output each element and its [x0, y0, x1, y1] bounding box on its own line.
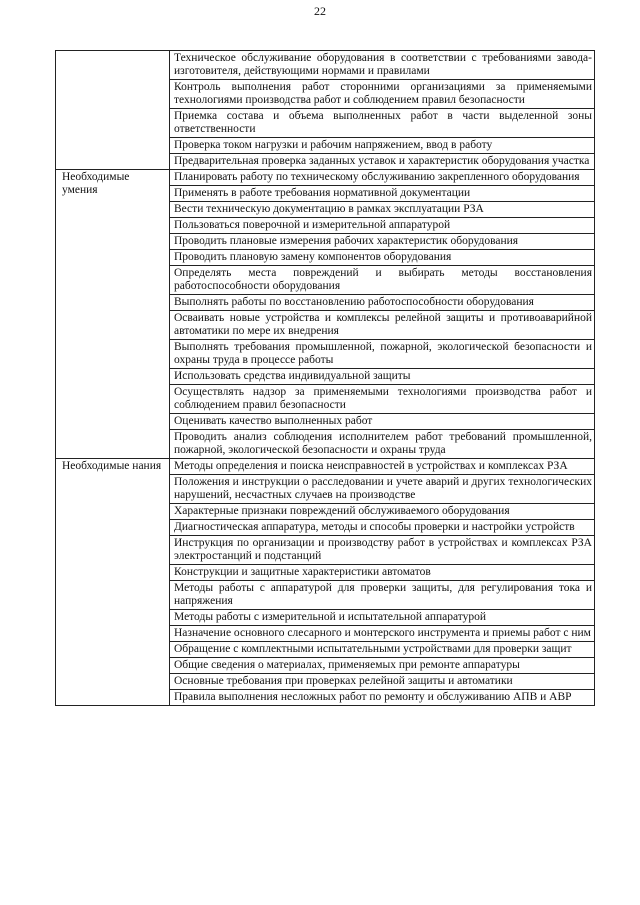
requirement-item: Приемка состава и объема выполненных работ в части выделенной зоны ответственности: [170, 109, 595, 138]
requirement-item: Основные требования при проверках релейной защиты и автоматики: [170, 674, 595, 690]
requirement-item: Осваивать новые устройства и комплексы релейной защиты и противоаварийной автоматики по мере их внедрения: [170, 311, 595, 340]
requirement-item: Инструкция по организации и производству работ в устройствах и комплексах РЗА электростанций и подстанций: [170, 536, 595, 565]
requirement-item: Характерные признаки повреждений обслуживаемого оборудования: [170, 504, 595, 520]
requirement-item: Техническое обслуживание оборудования в соответствии с требованиями завода-изготовителя, действующими нормами и правилами: [170, 51, 595, 80]
requirement-item: Правила выполнения несложных работ по ремонту и обслуживанию АПВ и АВР: [170, 690, 595, 706]
requirement-item: Назначение основного слесарного и монтерского инструмента и приемы работ с ним: [170, 626, 595, 642]
section-label: Необходимые умения: [56, 170, 170, 459]
requirement-item: Методы работы с аппаратурой для проверки защиты, для регулирования тока и напряжения: [170, 581, 595, 610]
requirement-item: Проводить плановые измерения рабочих характеристик оборудования: [170, 234, 595, 250]
requirement-item: Выполнять требования промышленной, пожарной, экологической безопасности и охраны труда в процессе работы: [170, 340, 595, 369]
requirement-item: Проводить анализ соблюдения исполнителем работ требований промышленной, пожарной, экологической безопасности и охраны труда: [170, 430, 595, 459]
requirement-item: Применять в работе требования нормативной документации: [170, 186, 595, 202]
requirement-item: Оценивать качество выполненных работ: [170, 414, 595, 430]
requirement-item: Проверка током нагрузки и рабочим напряжением, ввод в работу: [170, 138, 595, 154]
table-row: [56, 459, 595, 475]
requirement-item: Методы определения и поиска неисправностей в устройствах и комплексах РЗА: [170, 459, 595, 475]
requirement-item: Общие сведения о материалах, применяемых при ремонте аппаратуры: [170, 658, 595, 674]
requirement-item: Пользоваться поверочной и измерительной аппаратурой: [170, 218, 595, 234]
requirements-table: [55, 50, 595, 706]
section-label: Необходимые нания: [56, 459, 170, 706]
table-row: [56, 170, 595, 186]
requirement-item: Выполнять работы по восстановлению работоспособности оборудования: [170, 295, 595, 311]
requirement-item: Положения и инструкции о расследовании и учете аварий и других технологических нарушений, несчастных случаев на производстве: [170, 475, 595, 504]
page-number: 22: [314, 4, 326, 18]
table-row: [56, 51, 595, 80]
requirement-item: Методы работы с измерительной и испытательной аппаратурой: [170, 610, 595, 626]
requirement-item: Диагностическая аппаратура, методы и способы проверки и настройки устройств: [170, 520, 595, 536]
requirement-item: Проводить плановую замену компонентов оборудования: [170, 250, 595, 266]
requirement-item: Осуществлять надзор за применяемыми технологиями производства работ и соблюдением правил безопасности: [170, 385, 595, 414]
requirement-item: Определять места повреждений и выбирать методы восстановления работоспособности оборудования: [170, 266, 595, 295]
requirement-item: Использовать средства индивидуальной защиты: [170, 369, 595, 385]
section-label: [56, 51, 170, 170]
requirements-table-body: [56, 51, 595, 706]
requirement-item: Обращение с комплектными испытательными устройствами для проверки защит: [170, 642, 595, 658]
requirement-item: Вести техническую документацию в рамках эксплуатации РЗА: [170, 202, 595, 218]
requirement-item: Планировать работу по техническому обслуживанию закрепленного оборудования: [170, 170, 595, 186]
requirement-item: Контроль выполнения работ сторонними организациями за применяемыми технологиями производства работ и соблюдением правил безопасности: [170, 80, 595, 109]
requirement-item: Конструкции и защитные характеристики автоматов: [170, 565, 595, 581]
requirement-item: Предварительная проверка заданных уставок и характеристик оборудования участка: [170, 154, 595, 170]
